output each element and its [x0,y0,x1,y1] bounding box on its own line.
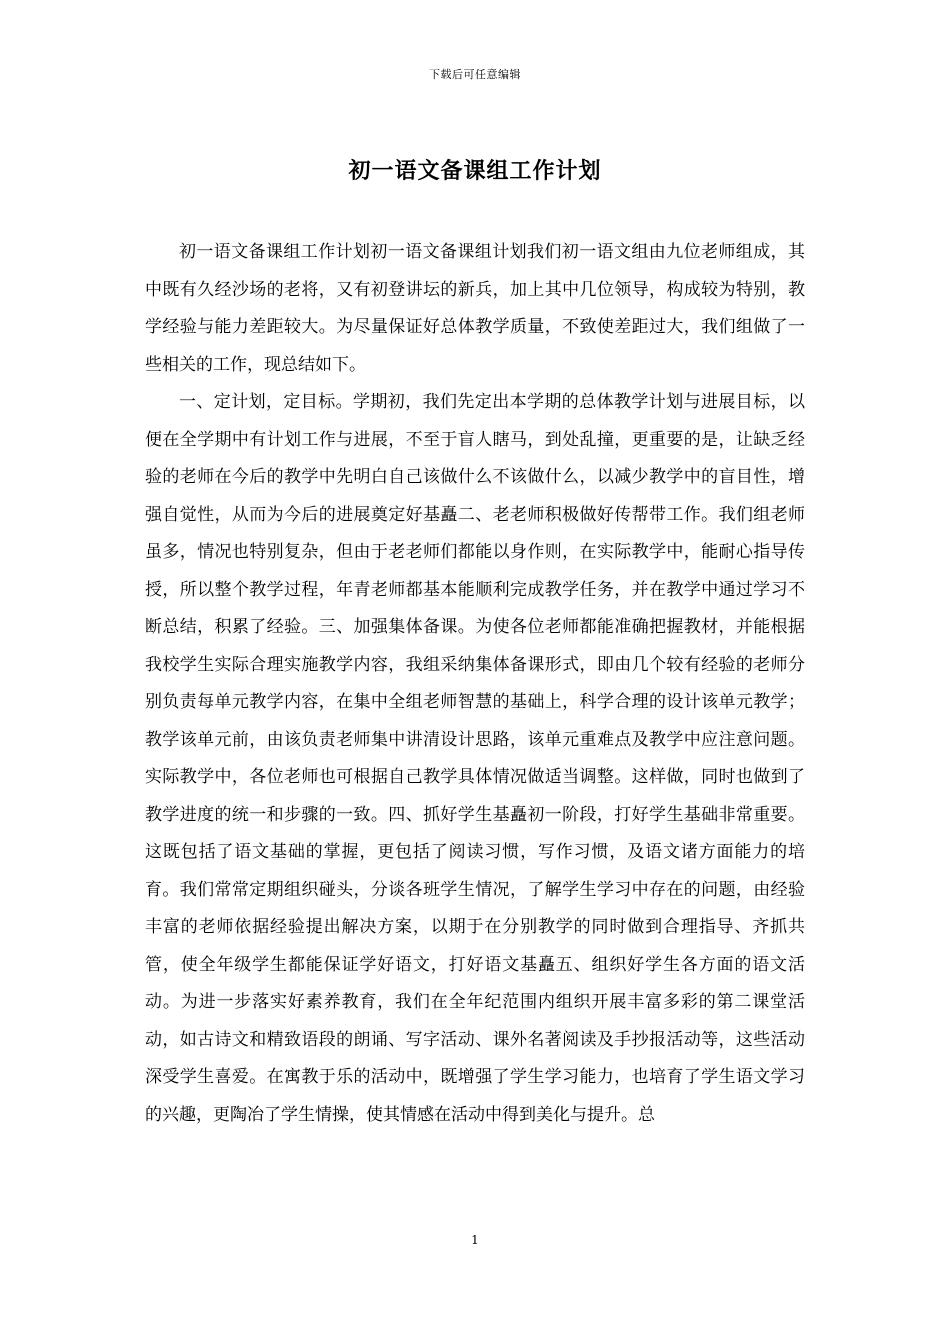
document-body [145,234,805,1134]
page-number: 1 [471,1233,479,1247]
body-paragraph: 一、定计划，定目标。学期初，我们先定出本学期的总体教学计划与进展目标，以便在全学期中有计划工作与进展，不至于盲人瞎马，到处乱撞，更重要的是，让缺乏经验的老师在今后的教学中先明白自己该做什么不该做什么，以减少教学中的盲目性，增强自觉性，从而为今后的进展奠定好基矗二、老老师积极做好传帮带工作。我们组老师虽多，情况也特别复杂，但由于老老师们都能以身作则，在实际教学中，能耐心指导传授，所以整个教学过程，年青老师都基本能顺利完成教学任务，并在教学中通过学习不断总结，积累了经验。三、加强集体备课。为使各位老师都能准确把握教材，并能根据我校学生实际合理实施教学内容，我组采纳集体备课形式，即由几个较有经验的老师分别负责每单元教学内容，在集中全组老师智慧的基础上，科学合理的设计该单元教学；教学该单元前，由该负责老师集中讲清设计思路，该单元重难点及教学中应注意问题。实际教学中，各位老师也可根据自己教学具体情况做适当调整。这样做，同时也做到了教学进度的统一和步骤的一致。四、抓好学生基矗初一阶段，打好学生基础非常重要。这既包括了语文基础的掌握，更包括了阅读习惯，写作习惯，及语文诸方面能力的培育。我们常常定期组织碰头，分谈各班学生情况，了解学生学习中存在的问题，由经验丰富的老师依据经验提出解决方案，以期于在分别教学的同时做到合理指导、齐抓共管，使全年级学生都能保证学好语文，打好语文基矗五、组织好学生各方面的语文活动。为进一步落实好素养教育，我们在全年纪范围内组织开展丰富多彩的第二课堂活动，如古诗文和精致语段的朗诵、写字活动、课外名著阅读及手抄报活动等，这些活动深受学生喜爱。在寓教于乐的活动中，既增强了学生学习能力，也培育了学生语文学习的兴趣，更陶冶了学生情操，使其情感在活动中得到美化与提升。总 [145,392,805,1125]
body-paragraph: 初一语文备课组工作计划初一语文备课组计划我们初一语文组由九位老师组成，其中既有久经沙场的老将，又有初登讲坛的新兵，加上其中几位领导，构成较为特别，教学经验与能力差距较大。为尽量保证好总体教学质量，不致使差距过大，我们组做了一些相关的工作，现总结如下。 [145,242,805,375]
document-title: 初一语文备课组工作计划 [348,158,602,184]
header-note: 下载后可任意编辑 [429,68,521,81]
